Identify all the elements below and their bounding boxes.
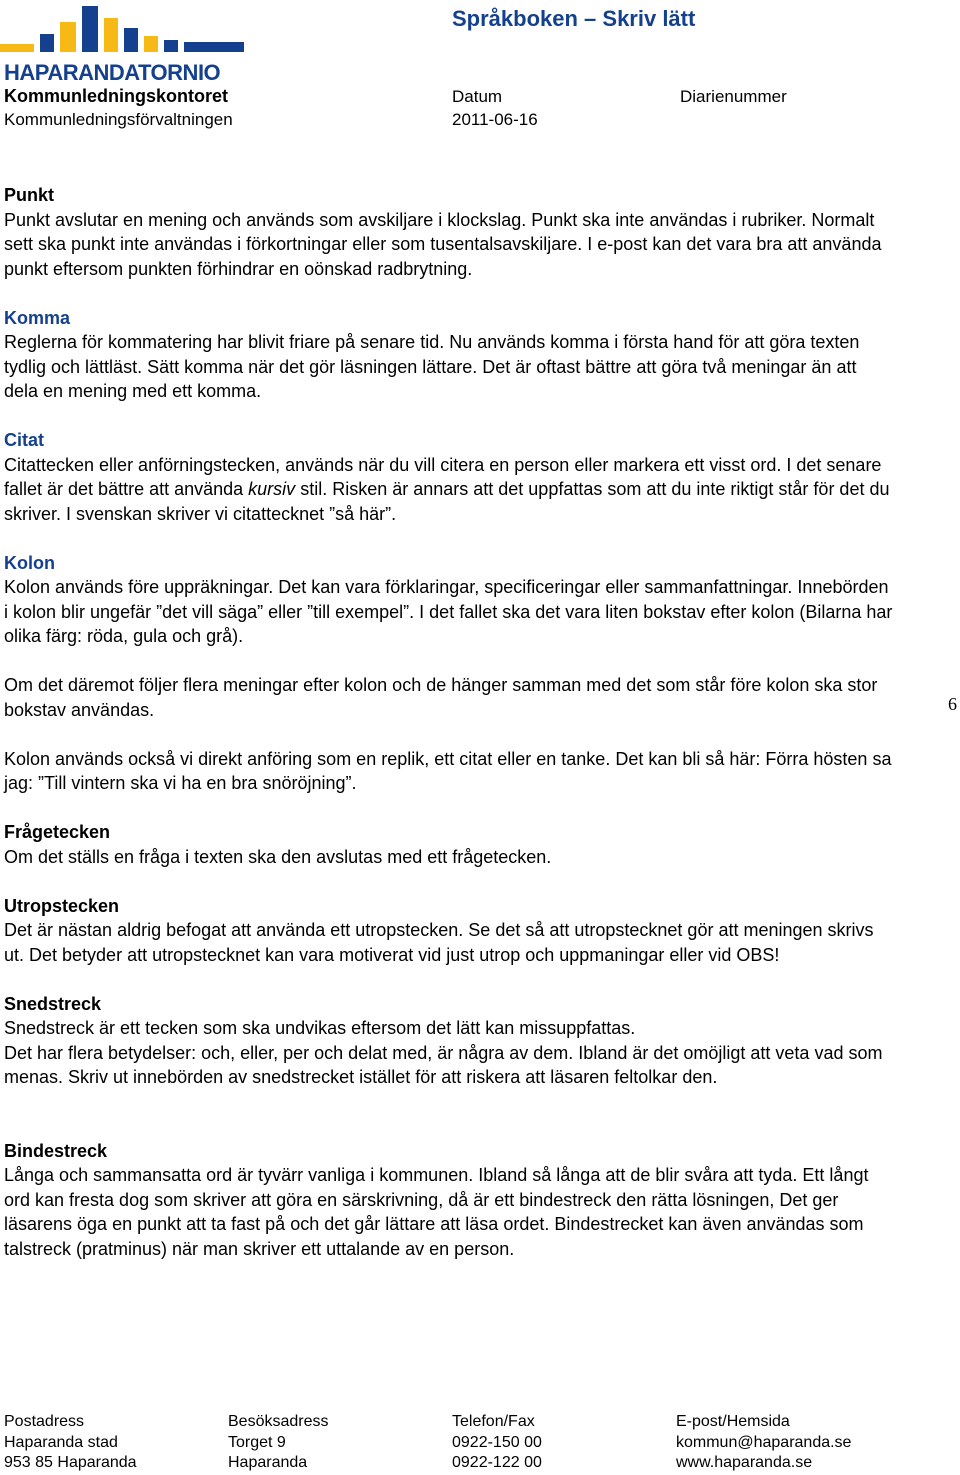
section-heading: Punkt [4,185,55,205]
section-heading: Utropstecken [4,895,120,916]
document-body [4,183,894,1286]
section-paragraph: Långa och sammansatta ord är tyvärr vanliga i kommunen. Ibland så långa att de blir svåra att tyda. Ett långt ord kan fresta dog som skriver att göra en särskrivning, då är ett bindestreck den rätta lösningen, Det ger läsarens öga en punkt att ta fast på och det går lättare att läsa ordet. Bindestrecket kan även användas som talstreck (pratminus) när man skriver ett uttalande av en person. [4,1165,869,1259]
section-paragraph: Om det däremot följer flera meningar efter kolon och de hänger samman med det som står före kolon ska stor bokstav användas. [4,675,878,720]
section-heading: Kolon [4,552,55,573]
section-paragraph: Snedstreck är ett tecken som ska undvikas eftersom det lätt kan missuppfattas. Det har flera betydelser: och, eller, per och delat med, är några av dem. Ibland är det omöjligt att veta vad som menas. Skriv ut innebörden av snedstrecket istället för att riskera att läsaren feltolkar den. [4,1018,883,1087]
document-title: Språkboken – Skriv lätt [452,6,696,31]
diarie-label: Diarienummer [680,87,787,106]
footer-epost [676,1412,851,1474]
org-name: Kommunledningskontoret [4,86,228,106]
footer-line: 0922-122 00 [452,1454,542,1471]
section-kolon [4,551,894,796]
section-fragetecken [4,820,894,869]
footer-label: Postadress [4,1413,85,1430]
section-snedstreck [4,992,894,1090]
footer-besoksadress [228,1412,329,1474]
footer-label: Besöksadress [228,1413,329,1430]
citat-text-1: Citattecken eller anförningstecken, används när du vill citera en person eller markera ett visst ord. I det senare fallet är det bättre att använda [4,454,882,499]
footer-line: Haparanda [228,1454,308,1471]
footer-postadress [4,1412,137,1474]
citat-text-2: stil. Risken är annars att det uppfattas som att du inte riktigt står för det du skriver. I svenskan skriver vi citattecknet ”så här”. [4,479,890,524]
section-paragraph: Kolon används före uppräkningar. Det kan vara förklaringar, specificeringar eller sammanfattningar. Innebörden i kolon blir ungefär ”det vill säga” eller ”till exempel”. I det fallet ska det vara liten bokstav efter kolon (Bilarna har olika färg: röda, gula och grå). [4,577,893,646]
section-paragraph: Kolon används också vi direkt anföring som en replik, ett citat eller en tanke. Det kan bli så här: Förra hösten sa jag: ”Till vintern ska vi ha en bra snöröjning”. [4,748,892,793]
footer-line: Torget 9 [228,1433,286,1451]
section-punkt [4,183,894,281]
section-bindestreck [4,1139,894,1262]
footer-label: E-post/Hemsida [676,1413,790,1430]
footer-line: Haparanda stad [4,1433,118,1451]
section-paragraph [4,453,894,527]
footer-line: 953 85 Haparanda [4,1454,137,1471]
section-paragraph: Det är nästan aldrig befogat att använda ett utropstecken. Se det så att utropstecknet gör att meningen skrivs ut. Det betyder att utropstecknet kan vara motiverat vid just utrop och uppmaningar eller vid OBS! [4,920,874,965]
org-sub: Kommunledningsförvaltningen [4,110,233,129]
section-heading: Bindestreck [4,1140,108,1161]
footer-email-link[interactable]: kommun@haparanda.se [676,1433,852,1451]
footer-line: 0922-150 00 [452,1433,542,1451]
section-paragraph: Om det ställs en fråga i texten ska den avslutas med ett frågetecken. [4,846,552,867]
footer-telefon [452,1412,542,1474]
section-komma [4,306,894,404]
citat-italic: kursiv [248,479,296,499]
footer-web-link[interactable]: www.haparanda.se [676,1454,813,1471]
date-label: Datum [452,87,503,106]
section-paragraph: Punkt avslutar en mening och används som avskiljare i klockslag. Punkt ska inte användas i rubriker. Normalt sett ska punkt inte användas i förkortningar eller som tusentalsavskiljare. I e-post kan det vara bra att använda punkt eftersom punkten förhindrar en oönskad radbrytning. [4,209,882,279]
section-heading: Komma [4,307,71,328]
section-utropstecken [4,894,894,968]
footer-label: Telefon/Fax [452,1413,535,1430]
section-heading: Frågetecken [4,822,111,842]
section-paragraph: Reglerna för kommatering har blivit friare på senare tid. Nu används komma i första hand för att göra texten tydlig och lättläst. Sätt komma när det gör läsningen lättare. Det är oftast bättre att göra två meningar än att dela en mening med ett komma. [4,332,860,401]
section-heading: Citat [4,430,44,450]
section-heading: Snedstreck [4,993,102,1014]
page-number: 6 [948,694,957,714]
logo-wordmark: HAPARANDATORNIO [4,60,221,85]
section-citat [4,428,894,526]
date-value: 2011-06-16 [452,110,538,129]
